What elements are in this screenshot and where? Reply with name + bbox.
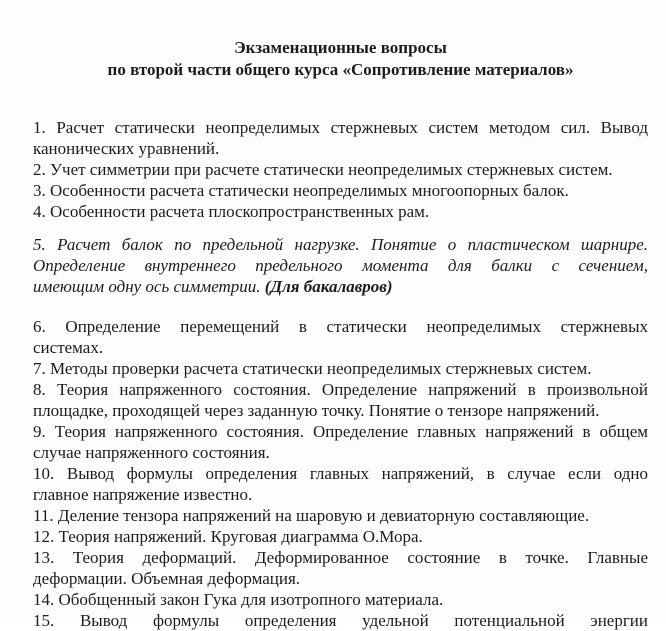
question-5-line-3-bold: (Для бакалавров) [264, 277, 393, 296]
question-10 [33, 463, 648, 505]
question-4 [33, 201, 648, 222]
question-11 [33, 505, 648, 526]
question-4-line-1: 4. Особенности расчета плоскопространственных рам. [33, 202, 430, 221]
question-12 [33, 526, 648, 547]
document-title-line-1: Экзаменационные вопросы [234, 38, 447, 57]
question-10-line-1: 10. Вывод формулы определения главных напряжений, в случае если одно [33, 464, 648, 483]
question-5-line-3-regular: имеющим одну ось симметрии. [33, 277, 265, 296]
question-8-line-2: площадке, проходящей через заданную точку. Понятие о тензоре напряжений. [33, 401, 600, 420]
question-13 [33, 547, 648, 589]
question-5-line-1: 5. Расчет балок по предельной нагрузке. Понятие о пластическом шарнире. [33, 235, 648, 254]
question-8 [33, 379, 648, 421]
question-2 [33, 159, 648, 180]
question-3-line-1: 3. Особенности расчета статически неопределимых многоопорных балок. [33, 181, 569, 200]
question-3 [33, 180, 648, 201]
question-11-line-1: 11. Деление тензора напряжений на шаровую и девиаторную составляющие. [33, 506, 590, 525]
question-9-line-1: 9. Теория напряженного состояния. Определение главных напряжений в общем [33, 422, 648, 441]
question-5 [33, 234, 648, 297]
question-10-line-2: главное напряжение известно. [33, 485, 253, 504]
question-6 [33, 316, 648, 358]
question-6-line-1: 6. Определение перемещений в статически неопределимых стержневых [33, 317, 648, 336]
question-15 [33, 610, 648, 631]
question-1 [33, 117, 648, 159]
document-title [33, 37, 648, 81]
question-13-line-2: деформации. Объемная деформация. [33, 569, 301, 588]
question-15-line-1: 15. Вывод формулы определения удельной потенциальной энергии [33, 611, 648, 630]
question-9-line-2: случае напряженного состояния. [33, 443, 270, 462]
document-title-line-2: по второй части общего курса «Сопротивление материалов» [107, 60, 574, 79]
question-7-line-1: 7. Методы проверки расчета статически неопределимых стержневых систем. [33, 359, 592, 378]
question-6-line-2: системах. [33, 338, 104, 357]
question-9 [33, 421, 648, 463]
question-1-line-2: канонических уравнений. [33, 139, 220, 158]
question-8-line-1: 8. Теория напряженного состояния. Определение напряжений в произвольной [33, 380, 648, 399]
question-7 [33, 358, 648, 379]
question-5-line-2: Определение внутреннего предельного момента для балки с сечением, [33, 256, 648, 275]
question-14-line-1: 14. Обобщенный закон Гука для изотропного материала. [33, 590, 444, 609]
question-1-line-1: 1. Расчет статически неопределимых стержневых систем методом сил. Вывод [33, 118, 648, 137]
question-2-line-1: 2. Учет симметрии при расчете статически неопределимых стержневых систем. [33, 160, 613, 179]
question-5-line-3 [33, 276, 648, 297]
question-13-line-1: 13. Теория деформаций. Деформированное состояние в точке. Главные [33, 548, 648, 567]
question-14 [33, 589, 648, 610]
question-12-line-1: 12. Теория напряжений. Круговая диаграмма О.Мора. [33, 527, 423, 546]
